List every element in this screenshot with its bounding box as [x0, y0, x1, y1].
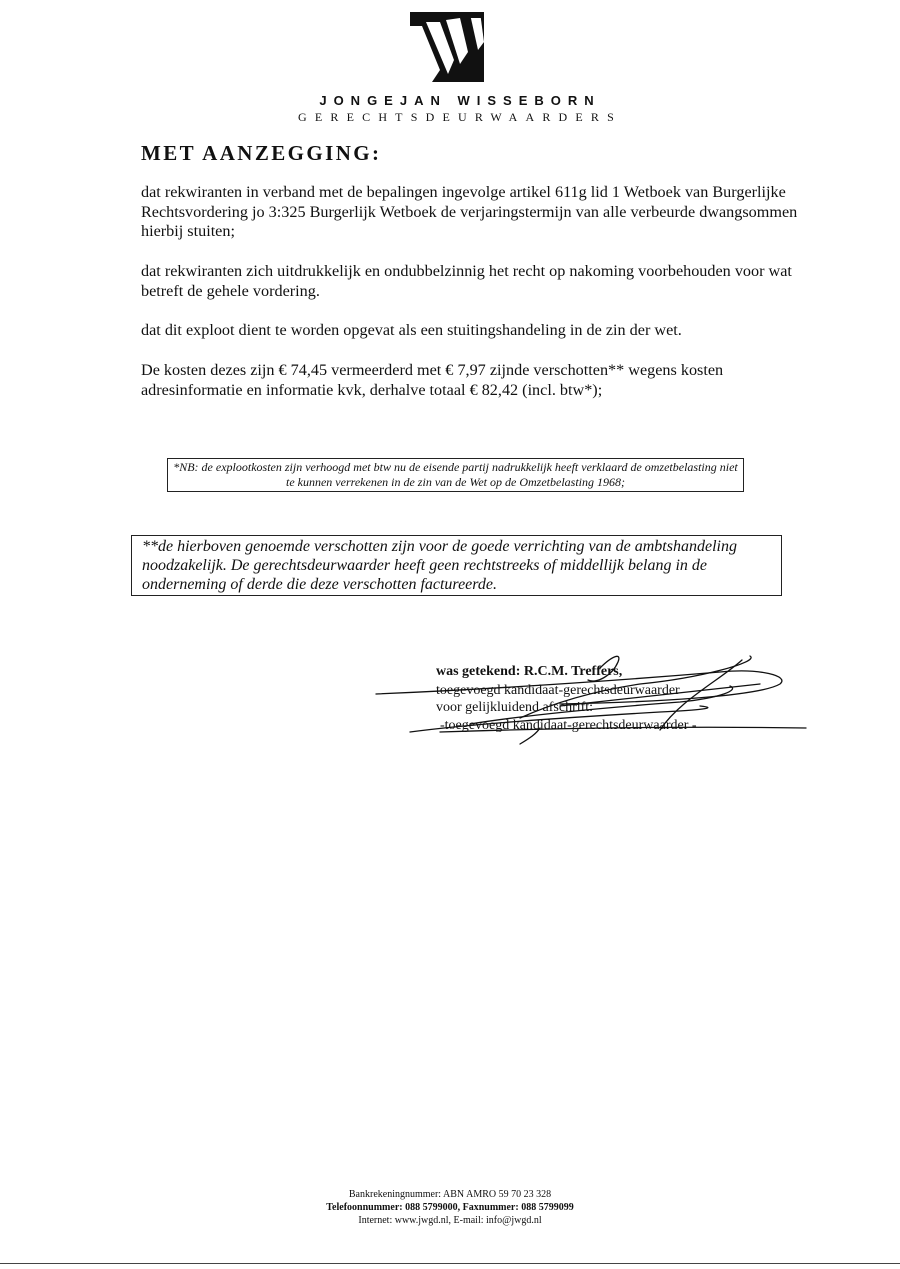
signed-by-line: was getekend: R.C.M. Treffers, [436, 664, 623, 679]
footer-bank-value: ABN AMRO 59 70 23 328 [443, 1189, 552, 1200]
footer-phone-value: 088 5799000, [405, 1202, 461, 1213]
footer-fax-label: Faxnummer: [462, 1202, 519, 1213]
vat-note-box [167, 458, 744, 492]
footer-bank-line [0, 1188, 900, 1201]
page-bottom-divider [0, 1263, 900, 1264]
document-heading: MET AANZEGGING: [141, 141, 382, 165]
disbursement-note-box [131, 535, 782, 596]
footer-email-link[interactable]: info@jwgd.nl [486, 1215, 542, 1226]
firm-name: JONGEJAN WISSEBORN [319, 93, 601, 108]
footer-phone-line [0, 1201, 900, 1214]
true-copy-line: voor gelijkluidend afschrift: [436, 700, 594, 715]
footer-fax-value: 088 5799099 [521, 1202, 574, 1213]
vat-note-text: *NB: de explootkosten zijn verhoogd met btw nu de eisende partij nadrukkelijk heeft verklaard de omzetbelasting niet te kunnen verrekenen in de zin van de Wet op de Omzetbelasting 1968; [173, 460, 738, 489]
disbursement-note-text: **de hierboven genoemde verschotten zijn voor de goede verrichting van de ambtshandeling noodzakelijk. De gerechtsdeurwaarder heeft geen rechtstreeks of middellijk belang in de onderneming of derde die deze verschotten factureerde. [142, 538, 737, 593]
footer-internet-label: Internet: [358, 1215, 393, 1226]
footer-website-link[interactable]: www.jwgd.nl, [394, 1215, 452, 1226]
firm-logo-icon [410, 12, 484, 82]
paragraph-interruption-act: dat dit exploot dient te worden opgevat als een stuitingshandeling in de zin der wet. [141, 321, 682, 339]
copy-role-line: -toegevoegd kandidaat-gerechtsdeurwaarder - [440, 718, 697, 733]
firm-subtitle: GERECHTSDEURWAARDERS [297, 110, 622, 124]
footer-email-label: E-mail: [453, 1215, 484, 1226]
footer-phone-label: Telefoonnummer: [326, 1202, 403, 1213]
paragraph-right-of-performance: dat rekwiranten zich uitdrukkelijk en ondubbelzinnig het recht op nakoming voorbehouden voor wat betreft de gehele vordering. [141, 262, 792, 300]
paragraph-statute-interruption: dat rekwiranten in verband met de bepalingen ingevolge artikel 611g lid 1 Wetboek van Burgerlijke Rechtsvordering jo 3:325 Burgerlijk Wetboek de verjaringstermijn van alle verbeurde dwangsommen hierbij stuiten; [141, 183, 798, 240]
signed-role-line: toegevoegd kandidaat-gerechtsdeurwaarder [436, 683, 680, 698]
footer-bank-label: Bankrekeningnummer: [348, 1189, 442, 1200]
paragraph-costs: De kosten dezes zijn € 74,45 vermeerderd met € 7,97 zijnde verschotten** wegens kosten adresinformatie en informatie kvk, derhalve totaal € 82,42 (incl. btw*); [141, 361, 724, 399]
footer-internet-line [0, 1214, 900, 1227]
